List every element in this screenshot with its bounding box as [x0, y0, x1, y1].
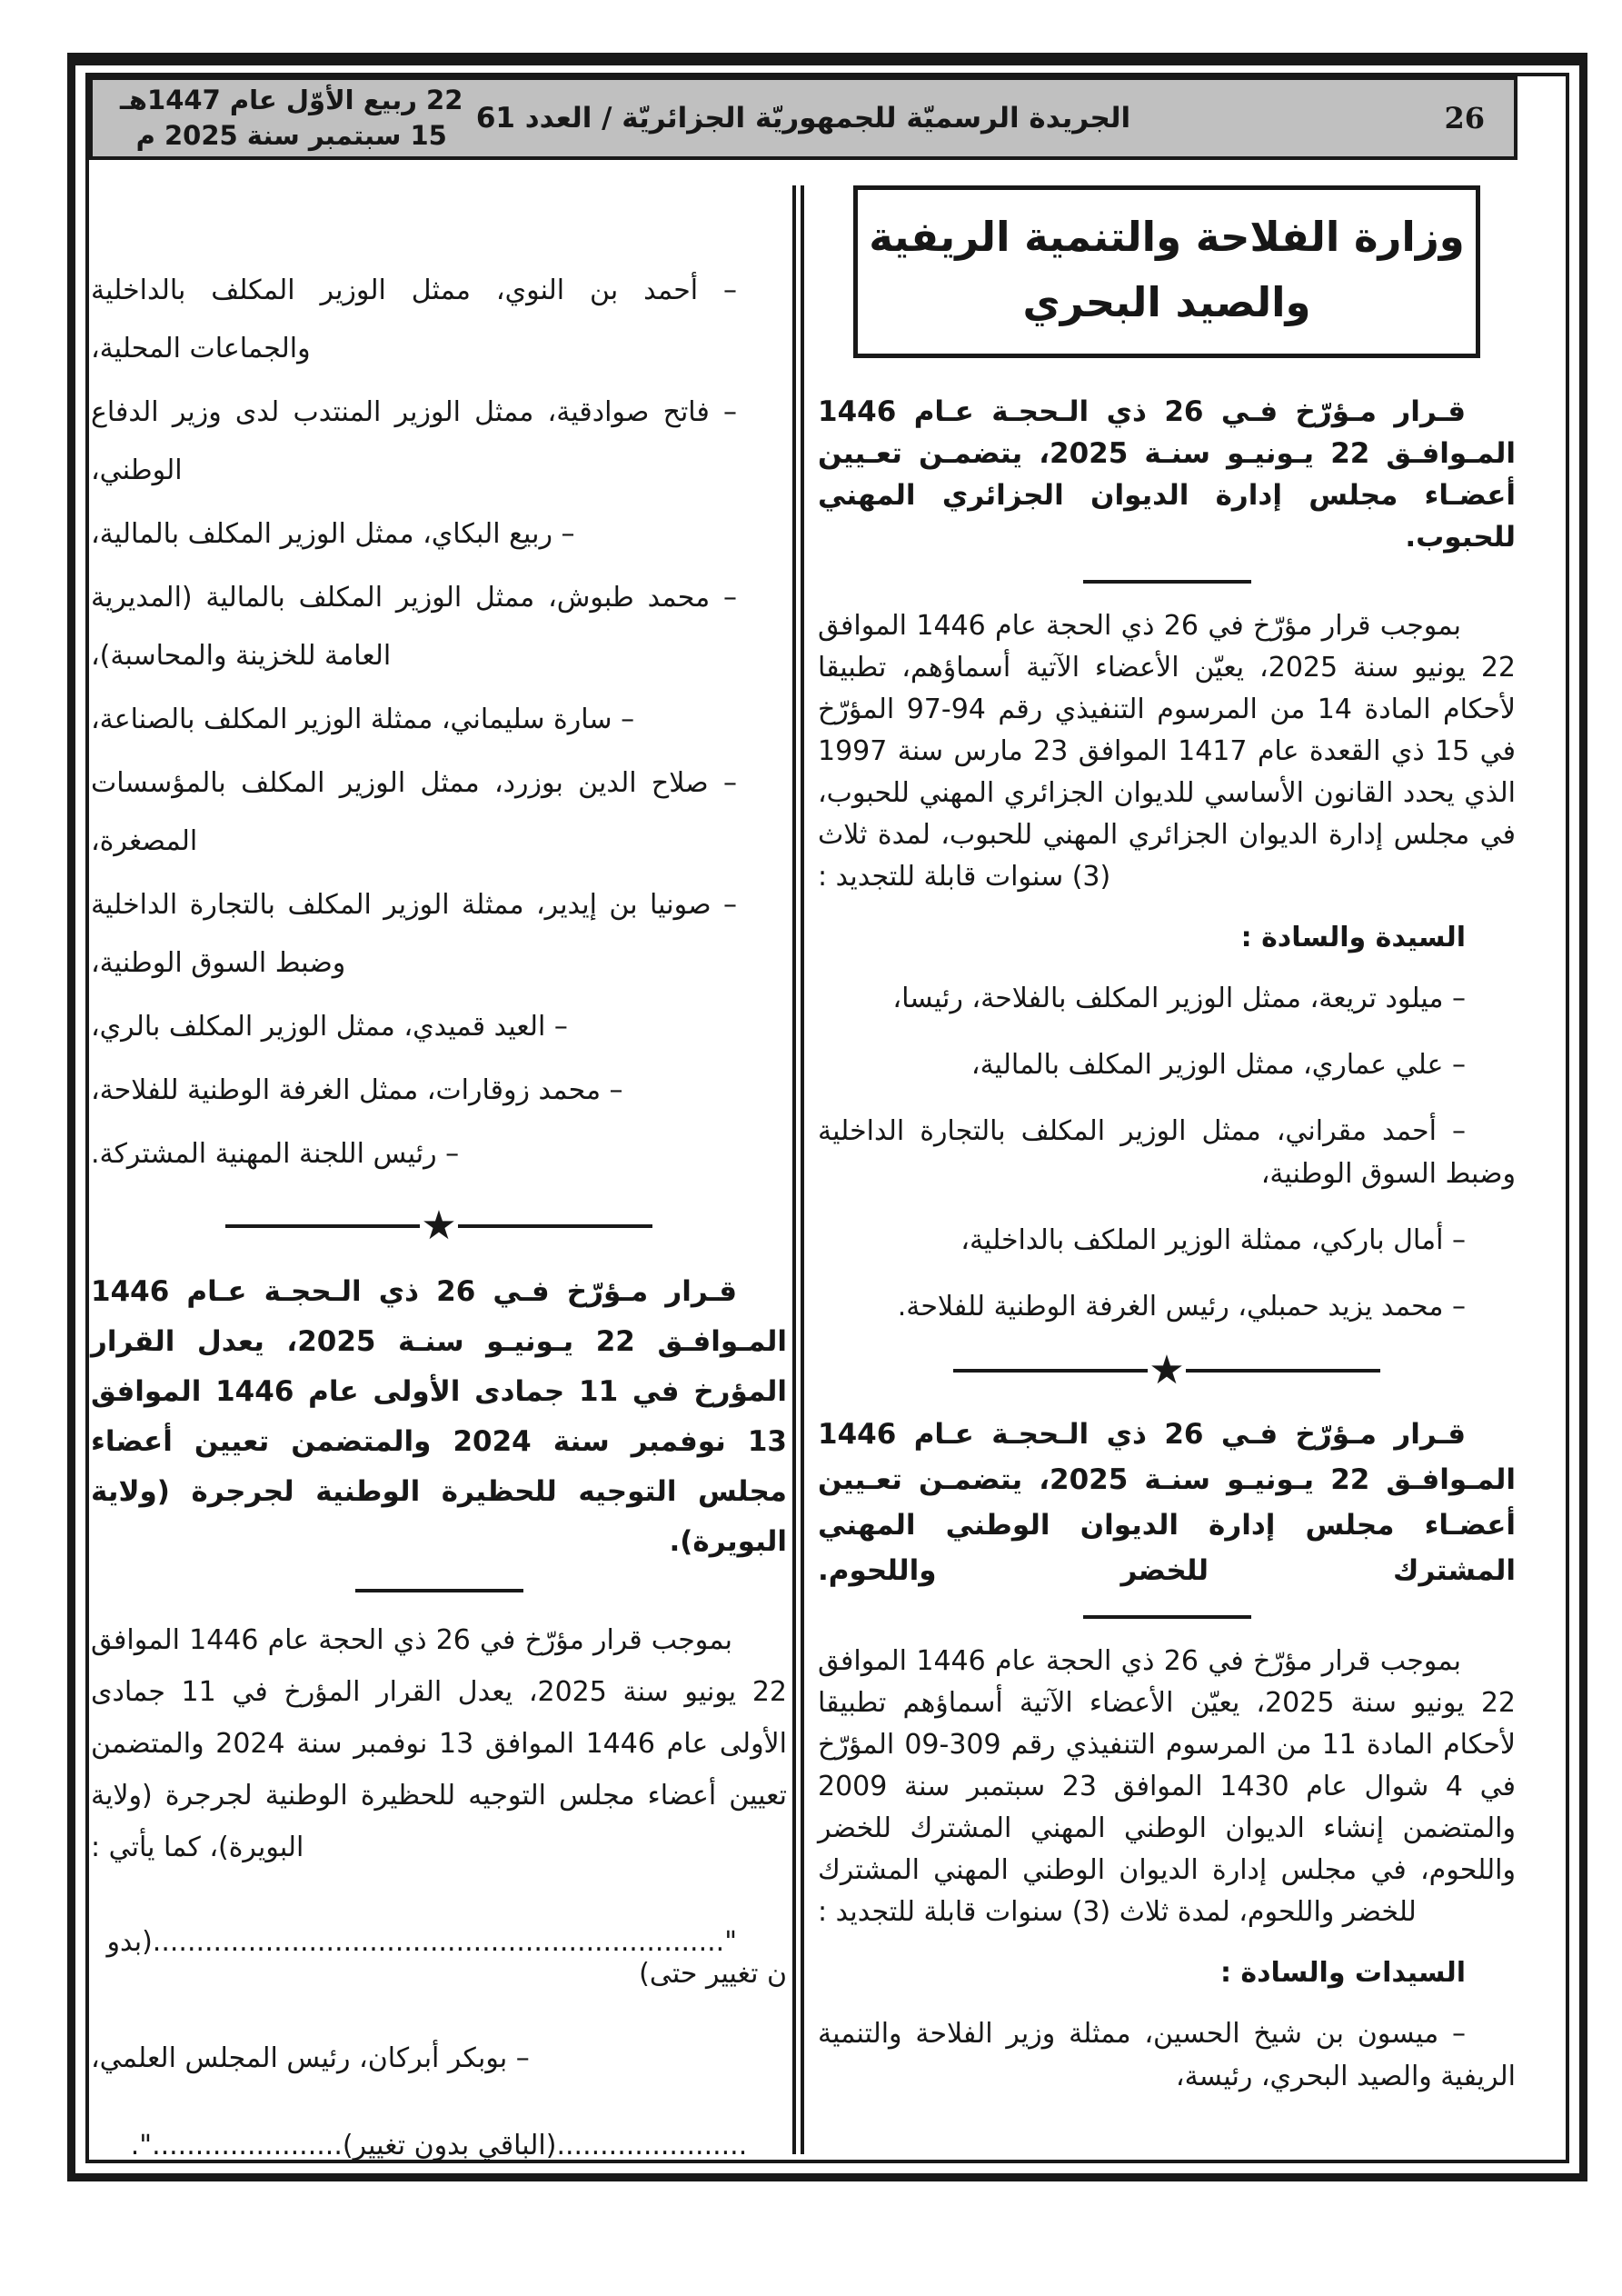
hijri-date: 22 ربيع الأوّل عام 1447هـ — [120, 85, 463, 115]
separator-line — [953, 1369, 1148, 1373]
list-item: – صلاح الدين بوزرد، ممثل الوزير المكلف بالمؤسسات المصغرة، — [91, 767, 737, 857]
list-heading: السيدات والسادة : — [1219, 1957, 1466, 1989]
ministry-title-line1: وزارة الفلاحة والتنمية الريفية — [869, 213, 1465, 261]
star-icon: ★ — [1149, 1347, 1185, 1393]
star-separator — [953, 1347, 1380, 1393]
rest-unchanged-line: ......................(الباقي بدون تغيير)......................". — [130, 2130, 748, 2161]
decree-body: بموجب قرار مؤرّخ في 26 ذي الحجة عام 1446 الموافق 22 يونيو سنة 2025، يعدل القرار المؤرخ في 11 جمادى الأولى عام 1446 الموافق 13 نوفمبر سنة 2024 والمتضمن تعيين أعضاء مجلس التوجيه للحظيرة الوطنية لجرجرة (ولاية البويرة)، كما يأتي : — [91, 1624, 787, 1863]
list-item: – فاتح صوادقية، ممثل الوزير المنتدب لدى وزير الدفاع الوطني، — [91, 396, 737, 486]
right-column — [818, 178, 1516, 2121]
list-item: – سارة سليماني، ممثلة الوزير المكلف بالصناعة، — [91, 704, 635, 735]
ministry-title-line2: والصيد البحري — [1022, 278, 1311, 326]
separator-line — [1186, 1369, 1380, 1373]
gregorian-date: 15 سبتمبر سنة 2025 م — [135, 120, 447, 151]
short-separator — [1083, 1615, 1251, 1619]
list-item: – أحمد بن النوي، ممثل الوزير المكلف بالداخلية والجماعات المحلية، — [91, 275, 737, 364]
list-item: – علي عماري، ممثل الوزير المكلف بالمالية، — [970, 1049, 1466, 1081]
unchanged-until-line: "..................................................................(بدون تغيير حتى) — [106, 1926, 787, 1990]
decree-body: بموجب قرار مؤرّخ في 26 ذي الحجة عام 1446 الموافق 22 يونيو سنة 2025، يعيّن الأعضاء الآتية أسماؤهم تطبيقا لأحكام المادة 11 من المرسوم التنفيذي رقم 309-09 المؤرّخ في 4 شوال عام 1430 الموافق 23 سبتمبر سنة 2009 والمتضمن إنشاء الديوان الوطني المهني المشترك للخضر واللحوم، في مجلس إدارة الديوان الوطني المهني المشترك للخضر واللحوم، لمدة ثلاث (3) سنوات قابلة للتجديد : — [818, 1645, 1517, 1928]
ministry-title-box — [853, 185, 1480, 358]
list-item: – ميسون بن شيخ الحسين، ممثلة وزير الفلاحة والتنمية الريفية والصيد البحري، رئيسة، — [818, 2018, 1516, 2092]
list-item: – ميلود تريعة، ممثل الوزير المكلف بالفلاحة، رئيسا، — [892, 983, 1466, 1014]
separator-line — [225, 1224, 420, 1228]
list-item: – أمال باركي، ممثلة الوزير الملكف بالداخلية، — [960, 1224, 1466, 1256]
decree-body: بموجب قرار مؤرّخ في 26 ذي الحجة عام 1446 الموافق 22 يونيو سنة 2025، يعيّن الأعضاء الآتية أسماؤهم، تطبيقا لأحكام المادة 14 من المرسوم التنفيذي رقم 94-97 المؤرّخ في 15 ذي القعدة عام 1417 الموافق 23 مارس سنة 1997 الذي يحدد القانون الأساسي للديوان الجزائري المهني للحبوب، في مجلس إدارة الديوان الجزائري المهني للحبوب، لمدة ثلاث (3) سنوات قابلة للتجديد : — [818, 610, 1517, 893]
page-number: 26 — [1444, 101, 1485, 135]
short-separator — [355, 1589, 523, 1592]
star-icon: ★ — [421, 1203, 457, 1249]
list-item: – بوبكر أبركان، رئيس المجلس العلمي، — [91, 2042, 530, 2074]
column-divider — [792, 185, 804, 2154]
list-heading: السيدة والسادة : — [1240, 922, 1466, 953]
header-band — [89, 76, 1518, 160]
journal-title: الجريدة الرسميّة للجمهوريّة الجزائريّة / العدد 61 — [475, 102, 1131, 135]
list-item: – العيد قميدي، ممثل الوزير المكلف بالري، — [91, 1011, 568, 1043]
list-item: – أحمد مقراني، ممثل الوزير المكلف بالتجارة الداخلية وضبط السوق الوطنية، — [818, 1115, 1516, 1190]
decree-title: قـرار مـؤرّخ فـي 26 ذي الـحجـة عـام 1446 المـوافـق 22 يـونيـو سنـة 2025، يتضمـن تعـيين أعضـاء مجلس إدارة الديوان الوطني المهني المشترك للخضر واللحوم. — [818, 1418, 1516, 1587]
list-item: – صونيا بن إيدير، ممثلة الوزير المكلف بالتجارة الداخلية وضبط السوق الوطنية، — [91, 889, 737, 979]
decree-title: قـرار مـؤرّخ فـي 26 ذي الـحجـة عـام 1446 المـوافـق 22 يـونيـو سنـة 2025، يعدل القرار المؤرخ في 11 جمادى الأولى عام 1446 الموافق 13 نوفمبر سنة 2024 والمتضمن تعيين أعضاء مجلس التوجيه للحظيرة الوطنية لجرجرة (ولاية البويرة). — [91, 1275, 787, 1558]
list-item: – محمد زوقارات، ممثل الغرفة الوطنية للفلاحة، — [91, 1074, 623, 1106]
list-item: – محمد طبوش، ممثل الوزير المكلف بالمالية (المديرية العامة للخزينة والمحاسبة)، — [91, 582, 737, 672]
list-item: – محمد يزيد حمبلي، رئيس الغرفة الوطنية للفلاحة. — [897, 1291, 1466, 1323]
separator-line — [458, 1224, 652, 1228]
list-item: – رئيس اللجنة المهنية المشتركة. — [91, 1138, 460, 1170]
short-separator — [1083, 580, 1251, 584]
star-separator — [225, 1203, 652, 1249]
list-item: – ربيع البكاي، ممثل الوزير المكلف بالمالية، — [91, 518, 575, 550]
left-column — [91, 222, 787, 2161]
decree-title: قـرار مـؤرّخ فـي 26 ذي الـحجـة عـام 1446 المـوافـق 22 يـونيـو سنـة 2025، يتضمـن تعـيين أعضـاء مجلس إدارة الديوان الجزائري المهني للحبوب. — [818, 395, 1516, 554]
